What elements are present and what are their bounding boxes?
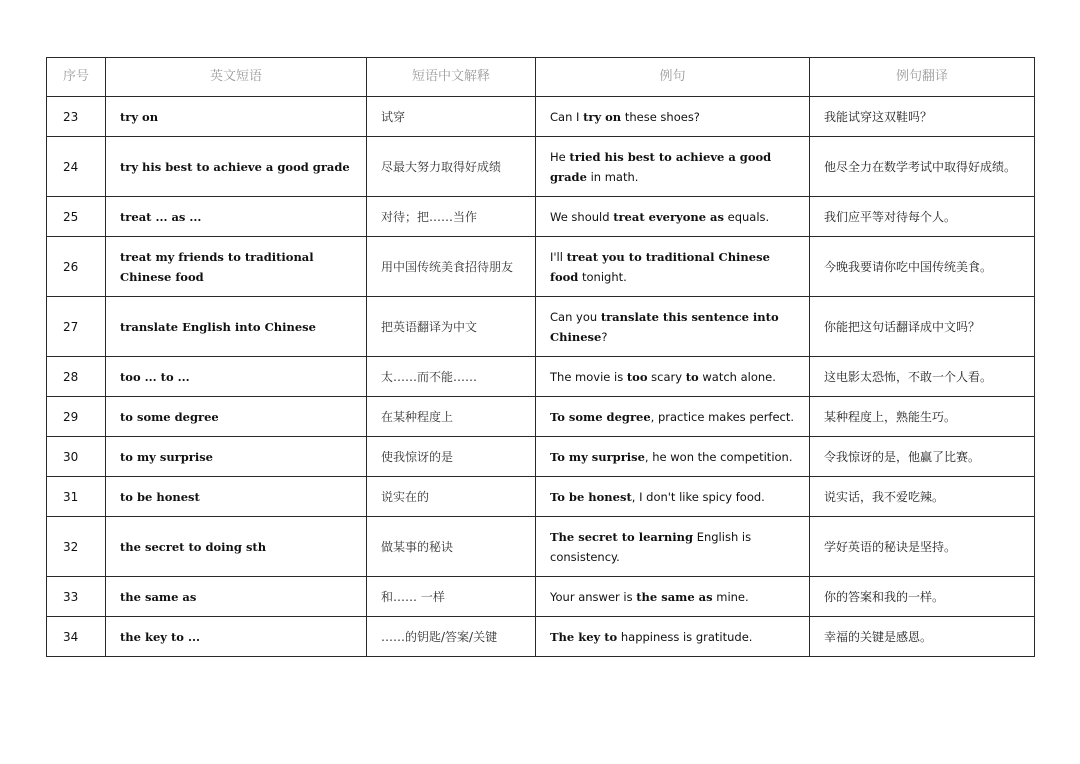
example-text: , practice makes perfect. (650, 409, 795, 424)
example-text: The movie is (550, 369, 627, 384)
table-row (47, 297, 1035, 357)
example-text: Can I (550, 109, 584, 124)
row-number: 29 (47, 397, 106, 437)
row-number: 32 (47, 517, 106, 577)
example-sentence (536, 437, 810, 477)
table-row (47, 517, 1035, 577)
row-number: 28 (47, 357, 106, 397)
chinese-meaning: 对待；把……当作 (367, 197, 536, 237)
row-number: 24 (47, 137, 106, 197)
header-example-translation: 例句翻译 (810, 58, 1035, 97)
header-number: 序号 (47, 58, 106, 97)
example-highlight: translate this sentence into Chinese (550, 309, 779, 344)
example-text: He (550, 149, 570, 164)
chinese-meaning: ……的钥匙/答案/关键 (367, 617, 536, 657)
example-text: tonight. (578, 269, 627, 284)
example-highlight: To my surprise (550, 449, 645, 464)
english-phrase: to some degree (106, 397, 367, 437)
example-sentence (536, 517, 810, 577)
english-phrase: to be honest (106, 477, 367, 517)
example-highlight: try on (583, 109, 622, 124)
chinese-meaning: 使我惊讶的是 (367, 437, 536, 477)
table-row (47, 197, 1035, 237)
example-highlight: The secret to learning (550, 529, 694, 544)
example-translation: 学好英语的秘诀是坚持。 (810, 517, 1035, 577)
example-text: equals. (723, 209, 770, 224)
example-translation: 说实话，我不爱吃辣。 (810, 477, 1035, 517)
example-text: English is consistency. (550, 529, 752, 564)
table-row (47, 137, 1035, 197)
english-phrase: the secret to doing sth (106, 517, 367, 577)
chinese-meaning: 试穿 (367, 97, 536, 137)
example-text: We should (550, 209, 614, 224)
example-highlight: treat everyone as (613, 209, 724, 224)
chinese-meaning: 做某事的秘诀 (367, 517, 536, 577)
example-text: I'll (550, 249, 567, 264)
english-phrase: to my surprise (106, 437, 367, 477)
example-text: , he won the competition. (644, 449, 793, 464)
example-translation: 他尽全力在数学考试中取得好成绩。 (810, 137, 1035, 197)
english-phrase: try his best to achieve a good grade (106, 137, 367, 197)
table-body (47, 97, 1035, 657)
chinese-meaning: 和…… 一样 (367, 577, 536, 617)
example-text: ? (601, 329, 608, 344)
example-sentence (536, 477, 810, 517)
example-highlight: tried his best to achieve a good grade (550, 149, 772, 184)
example-text: in math. (586, 169, 639, 184)
table-row (47, 577, 1035, 617)
example-text: happiness is gratitude. (617, 629, 753, 644)
example-text: these shoes? (621, 109, 700, 124)
header-example-sentence: 例句 (536, 58, 810, 97)
chinese-meaning: 太……而不能…… (367, 357, 536, 397)
table-row (47, 437, 1035, 477)
example-highlight: To some degree (550, 409, 651, 424)
example-text: mine. (712, 589, 749, 604)
chinese-meaning: 尽最大努力取得好成绩 (367, 137, 536, 197)
example-sentence (536, 617, 810, 657)
chinese-meaning: 用中国传统美食招待朋友 (367, 237, 536, 297)
english-phrase: try on (106, 97, 367, 137)
header-chinese-meaning: 短语中文解释 (367, 58, 536, 97)
table-row (47, 97, 1035, 137)
english-phrase: the key to ... (106, 617, 367, 657)
example-highlight: too (626, 369, 648, 384)
row-number: 33 (47, 577, 106, 617)
chinese-meaning: 把英语翻译为中文 (367, 297, 536, 357)
example-translation: 令我惊讶的是，他赢了比赛。 (810, 437, 1035, 477)
chinese-meaning: 说实在的 (367, 477, 536, 517)
english-phrase: translate English into Chinese (106, 297, 367, 357)
table-row (47, 237, 1035, 297)
row-number: 30 (47, 437, 106, 477)
example-sentence (536, 237, 810, 297)
example-highlight: to (685, 369, 699, 384)
example-text: Can you (550, 309, 601, 324)
example-translation: 你的答案和我的一样。 (810, 577, 1035, 617)
example-translation: 某种程度上，熟能生巧。 (810, 397, 1035, 437)
example-sentence (536, 97, 810, 137)
row-number: 26 (47, 237, 106, 297)
header-english-phrase: 英文短语 (106, 58, 367, 97)
chinese-meaning: 在某种程度上 (367, 397, 536, 437)
example-text: scary (647, 369, 686, 384)
english-phrase: the same as (106, 577, 367, 617)
example-highlight: To be honest (550, 489, 632, 504)
example-sentence (536, 297, 810, 357)
english-phrase: treat my friends to traditional Chinese food (106, 237, 367, 297)
example-sentence (536, 397, 810, 437)
example-translation: 这电影太恐怖，不敢一个人看。 (810, 357, 1035, 397)
example-text: , I don't like spicy food. (631, 489, 765, 504)
example-sentence (536, 137, 810, 197)
english-phrase: treat ... as ... (106, 197, 367, 237)
example-sentence (536, 577, 810, 617)
example-translation: 今晚我要请你吃中国传统美食。 (810, 237, 1035, 297)
table-row (47, 617, 1035, 657)
example-sentence (536, 357, 810, 397)
example-highlight: treat you to traditional Chinese food (550, 249, 770, 284)
row-number: 27 (47, 297, 106, 357)
example-translation: 我能试穿这双鞋吗？ (810, 97, 1035, 137)
table-row (47, 357, 1035, 397)
table-row (47, 397, 1035, 437)
table-header-row (47, 58, 1035, 97)
phrase-table (46, 57, 1035, 657)
english-phrase: too ... to ... (106, 357, 367, 397)
example-highlight: the same as (636, 589, 713, 604)
example-highlight: The key to (550, 629, 618, 644)
row-number: 34 (47, 617, 106, 657)
row-number: 23 (47, 97, 106, 137)
example-translation: 我们应平等对待每个人。 (810, 197, 1035, 237)
row-number: 31 (47, 477, 106, 517)
example-sentence (536, 197, 810, 237)
table-row (47, 477, 1035, 517)
row-number: 25 (47, 197, 106, 237)
example-translation: 幸福的关键是感恩。 (810, 617, 1035, 657)
example-text: Your answer is (550, 589, 637, 604)
example-text: watch alone. (698, 369, 776, 384)
example-translation: 你能把这句话翻译成中文吗？ (810, 297, 1035, 357)
